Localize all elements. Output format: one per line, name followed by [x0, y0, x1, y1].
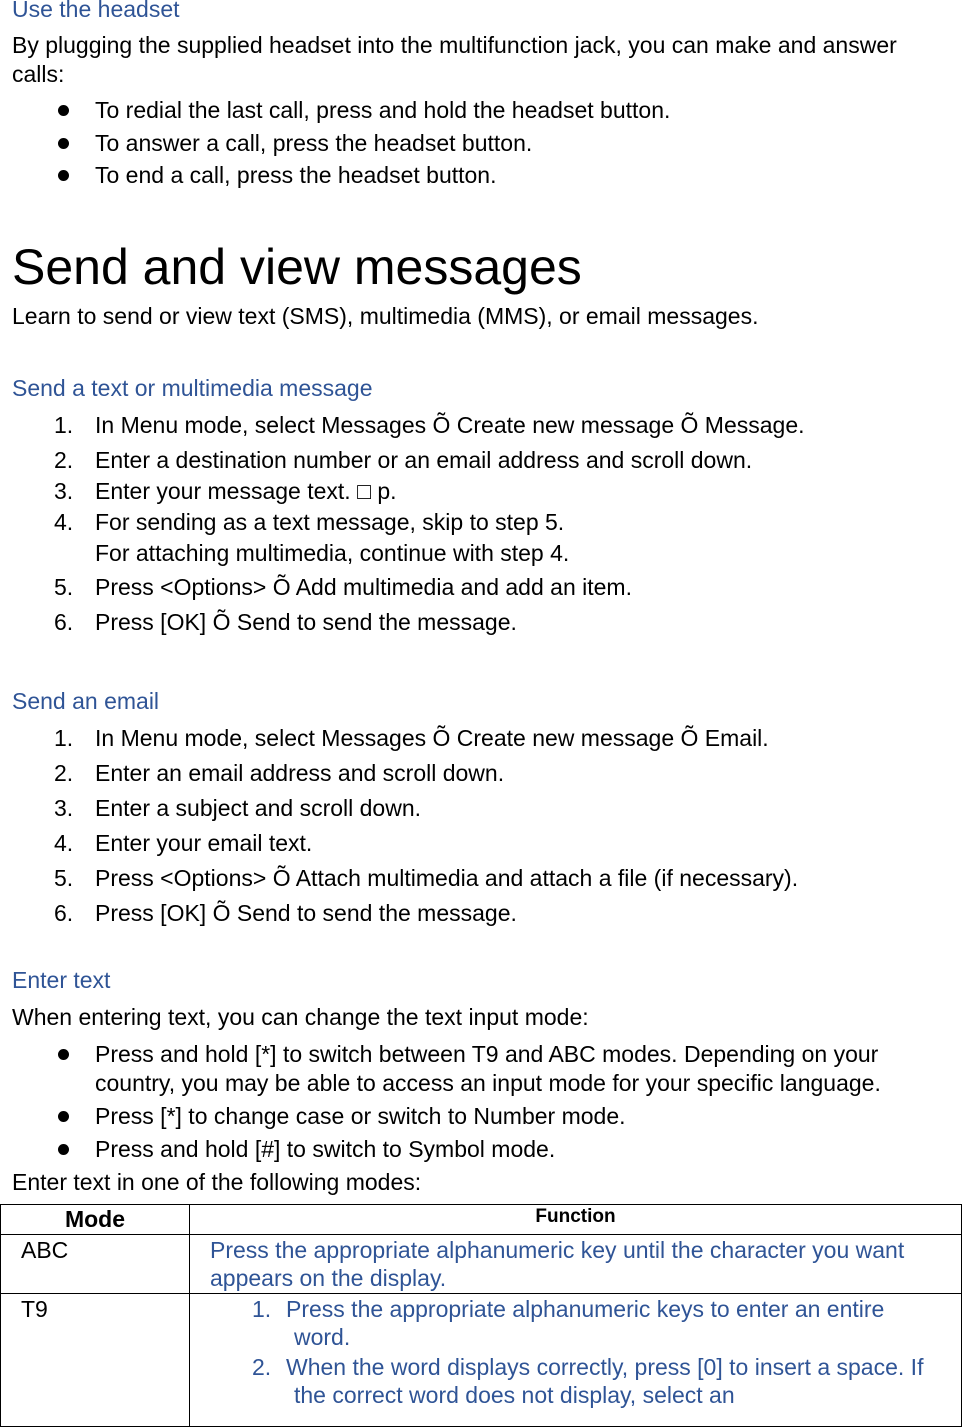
list-item: 2. When the word displays correctly, press [0] to insert a space. If the correct word does not display, select an	[252, 1354, 924, 1408]
function-cell	[190, 1294, 962, 1427]
bullet-icon	[58, 138, 69, 149]
manual-page: Use the headset By plugging the supplied headset into the multifunction jack, you can make and answer calls: To redial the last call, press and hold the headset button. To answer a call, press the headset button. To end a call, press the headset button. Send and view messages Learn to send or view text (SMS), multimedia (MMS), or email messages. Send a text or multimedia message 1. In Menu mode, select Messages Õ Create new message Õ Message. 2. Enter a destination number or an email address and scroll down. 3. Enter your message text. □ p. 4. For sending as a text message, skip to step 5. For attaching multimedia, continue with step 4. 5. Press <Options> Õ Add multimedia and add an item. 6. Press [OK] Õ Send to send the message. Send an email 1. In Menu mode, select Messages Õ Create new message Õ Email. 2. Enter an email address and scroll down. 3. Enter a subject and scroll down. 4. Enter your email text. 5. Press <Options> Õ Attach multimedia and attach a file (if necessary). 6. Press [OK] Õ Send to send the message. Enter text When entering text, you can change the text input mode: Press and hold [*] to switch between T9 and ABC modes. Depending on your country, you may be able to access an input mode for your specific language. Press [*] to change case or switch to Number mode. Press and hold [#] to switch to Symbol mode. Enter text in one of the following modes: Mode Function ABC Press the appropriate alphanumeric key until the character you want appears on the display. T9 1. Press the appropriate alphanumeric keys to enter an entire word. 2. When the word displays correctly, press [0] to insert a space. If the correct word does not display, select an	[0, 0, 962, 1413]
header-mode: Mode	[1, 1205, 190, 1235]
function-cell: Press the appropriate alphanumeric key until the character you want appears on the display.	[190, 1235, 962, 1294]
send-email-heading: Send an email	[12, 688, 160, 714]
table-row	[1, 1235, 962, 1294]
header-function: Function	[190, 1205, 962, 1235]
enter-text-outro: Enter text in one of the following modes:	[12, 1169, 422, 1195]
modes-table	[0, 1204, 962, 1427]
send-text-heading: Send a text or multimedia message	[12, 375, 373, 401]
mode-cell: T9	[1, 1294, 190, 1427]
bullet-icon	[58, 1111, 69, 1122]
messages-intro: Learn to send or view text (SMS), multimedia (MMS), or email messages.	[12, 303, 759, 329]
enter-text-intro: When entering text, you can change the text input mode:	[12, 1004, 589, 1030]
page-title: Send and view messages	[12, 239, 582, 295]
mode-cell: ABC	[1, 1235, 190, 1294]
headset-intro: By plugging the supplied headset into the multifunction jack, you can make and answer calls:	[12, 32, 897, 87]
bullet-icon	[58, 1144, 69, 1155]
bullet-icon	[58, 1049, 69, 1060]
table-row	[1, 1294, 962, 1427]
enter-text-heading: Enter text	[12, 967, 111, 993]
bullet-icon	[58, 170, 69, 181]
table-header-row	[1, 1205, 962, 1235]
list-item: 1. Press the appropriate alphanumeric keys to enter an entire word.	[252, 1296, 885, 1350]
headset-heading: Use the headset	[12, 0, 180, 22]
bullet-icon	[58, 105, 69, 116]
